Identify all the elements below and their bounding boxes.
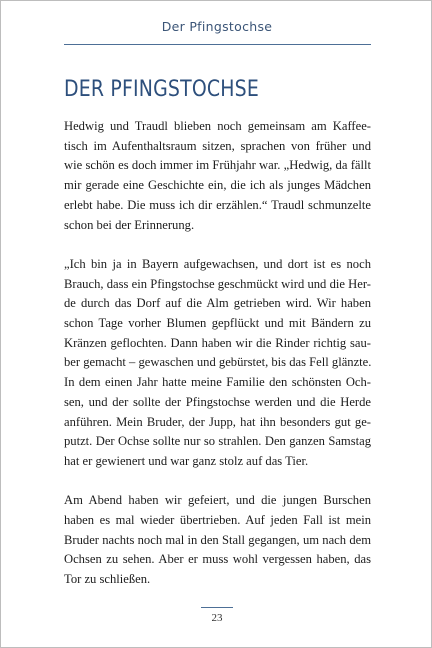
text-line: erlebt habe. Die muss ich dir erzählen.“ Traudl schmunzelte	[64, 197, 371, 212]
text-line: anführen. Mein Bruder, der Jupp, hat ihn besonders gut ge-	[64, 414, 371, 429]
paragraph-3	[64, 491, 371, 590]
text-line: Brauch, dass ein Pfingstochse geschmückt wird und die Her-	[64, 276, 371, 291]
body-text	[64, 117, 371, 590]
text-line: mir gerade eine Geschichte ein, die ich als junges Mädchen	[64, 178, 371, 193]
text-line: Ochsen zu sehen. Aber er muss wohl vergessen haben, das	[64, 552, 371, 567]
text-line: haben es mal wieder übertrieben. Auf jeden Fall ist mein	[64, 513, 371, 528]
header-rule	[64, 44, 371, 45]
paragraph-1	[64, 117, 371, 235]
text-line: Tor zu schließen.	[64, 572, 151, 587]
text-line: sen, und der sollte der Pfingstochse werden und die Herde	[64, 394, 371, 409]
text-line: schon bei der Erinnerung.	[64, 217, 195, 232]
page-number-rule	[201, 607, 233, 608]
text-line: schon Tage vorher Blumen gepflückt und mit Bändern zu	[64, 316, 371, 331]
text-line: Bruder nachts noch mal in den Stall gegangen, um nach dem	[64, 532, 371, 547]
paragraph-2	[64, 255, 371, 472]
paragraph-spacer	[64, 472, 371, 492]
text-line: de durch das Dorf auf die Alm getrieben wird. Wir haben	[64, 296, 371, 311]
text-line: wie schön es doch immer im Frühjahr war. „Hedwig, da fällt	[64, 158, 371, 173]
running-head: Der Pfingstochse	[161, 19, 273, 34]
text-line: Am Abend haben wir gefeiert, und die jungen Burschen	[64, 493, 371, 508]
text-line: ber gemacht – gewaschen und gebürstet, bis das Fell glänzte.	[64, 355, 372, 370]
text-line: „Ich bin ja in Bayern aufgewachsen, und dort ist es noch	[64, 256, 371, 271]
chapter-title: DER PFINGSTOCHSE	[64, 77, 259, 102]
text-line: In dem einen Jahr hatte meine Familie den schönsten Och-	[64, 375, 371, 390]
paragraph-spacer	[64, 235, 371, 255]
text-line: Kränzen geflochten. Dann haben wir die Rinder richtig sau-	[64, 335, 371, 350]
text-line: putzt. Der Ochse sollte nur so strahlen. Den ganzen Samstag	[64, 434, 371, 449]
text-line: hat er gewienert und war ganz stolz auf das Tier.	[64, 453, 309, 468]
text-line: tisch im Aufenthaltsraum sitzen, sprachen von früher und	[64, 138, 371, 153]
text-line: Hedwig und Traudl blieben noch gemeinsam am Kaffee-	[64, 119, 371, 133]
page-number: 23	[211, 612, 223, 624]
